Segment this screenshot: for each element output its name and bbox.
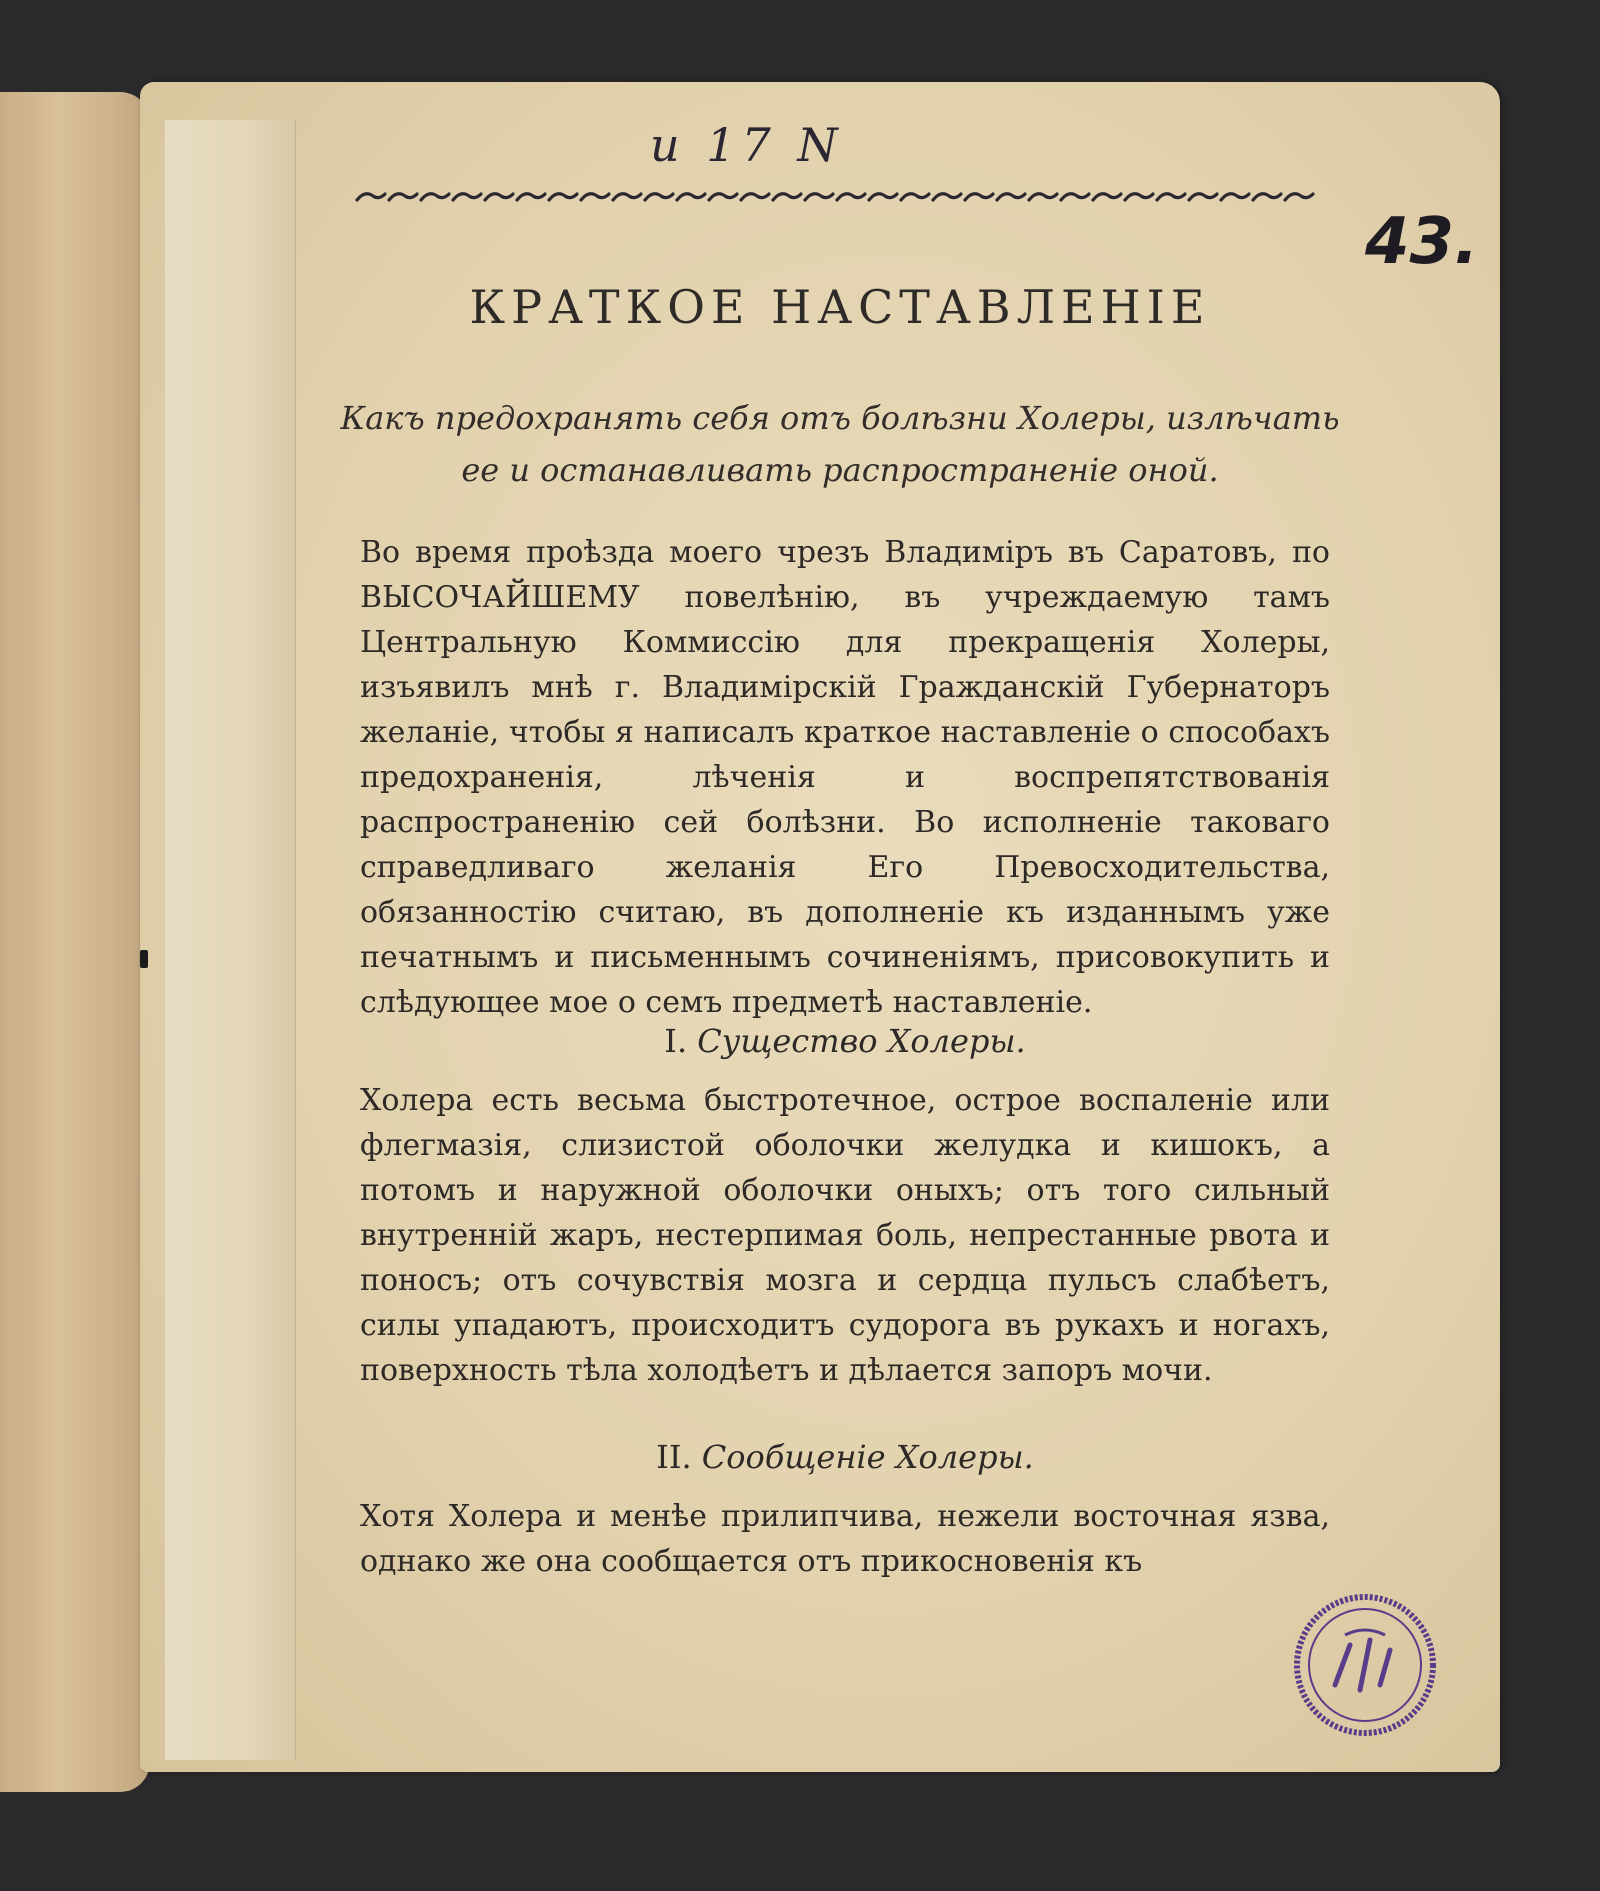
- section-1-heading: [360, 1022, 1330, 1060]
- handwritten-folio-number: 43.: [1365, 205, 1479, 279]
- decorative-border-ornament: [355, 186, 1315, 210]
- section-2-number: II.: [656, 1438, 692, 1476]
- section-2-paragraph: Хотя Холера и менѣе прилипчива, нежели восточная язва, однако же она сообщается отъ прикосновенiя къ: [360, 1499, 1330, 1579]
- section-2-heading: [360, 1438, 1330, 1476]
- document-subtitle: Какъ предохранять себя отъ болѣзни Холеры, излѣчать ее и останавливать распространенiе оной.: [340, 399, 1340, 489]
- section-1-paragraph: Холера есть весьма быстротечное, острое воспаленiе или флегмазiя, слизистой оболочки желудка и кишокъ, а потомъ и наружной оболочки оныхъ; отъ того сильный внутреннiй жаръ, нестерпимая боль, непрестанные рвота и поносъ; отъ сочувствiя мозга и сердца пульсъ слабѣетъ, силы упадаютъ, происходитъ судорога въ рукахъ и ногахъ, поверхность тѣла холодѣетъ и дѣлается запоръ мочи.: [360, 1083, 1330, 1388]
- facing-page-edge: [0, 92, 150, 1792]
- binding-strip: [165, 120, 296, 1760]
- binding-thread-mark: [140, 950, 148, 968]
- section-2-title: Сообщенiе Холеры.: [701, 1438, 1034, 1476]
- intro-paragraph: Во время проѣзда моего чрезъ Владимiръ въ Саратовъ, по ВЫСОЧАЙШЕМУ повелѣнiю, въ учреждаемую тамъ Центральную Коммиссiю для прекращенiя Холеры, изъявилъ мнѣ г. Владимiрскiй Гражданскiй Губернаторъ желанiе, чтобы я написалъ краткое наставленiе о способахъ предохраненiя, лѣченiя и воспрепятствованiя распространенiю сей болѣзни. Во исполненiе таковаго справедливаго желанiя Его Превосходительства, обязанностiю считаю, въ дополненiе къ изданнымъ уже печатнымъ и письменнымъ сочиненiямъ, присовокупить и слѣдующее мое о семъ предметѣ наставленiе.: [360, 535, 1330, 1020]
- document-title: КРАТКОЕ НАСТАВЛЕНIЕ: [469, 280, 1211, 334]
- section-1-title: Существо Холеры.: [697, 1022, 1026, 1060]
- library-stamp: [1290, 1590, 1440, 1740]
- section-1-number: I.: [664, 1022, 688, 1060]
- handwritten-shelfmark: и 17 N: [650, 118, 844, 172]
